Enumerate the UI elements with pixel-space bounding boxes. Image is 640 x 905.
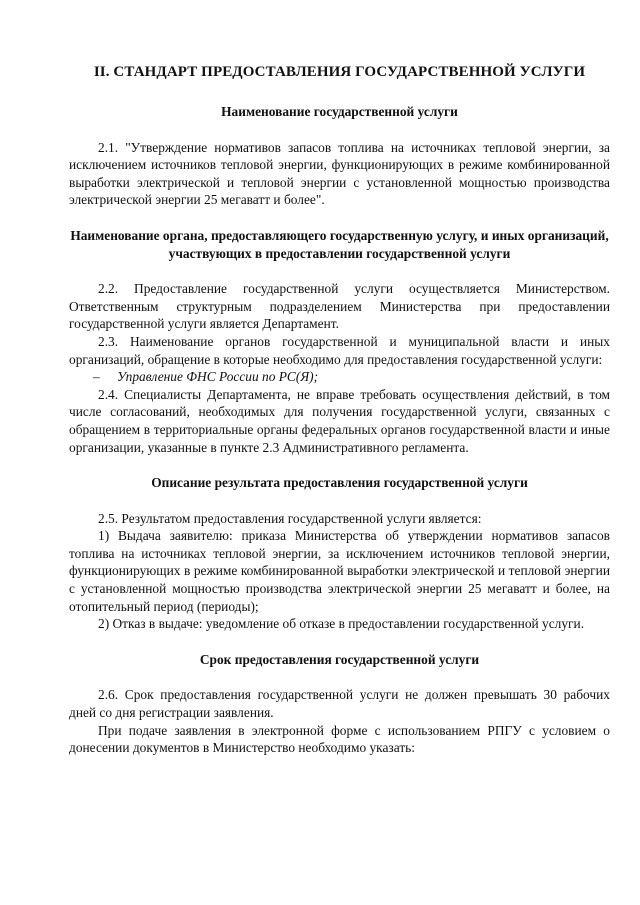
bullet-item	[69, 368, 610, 386]
paragraph-2-5: 2.5. Результатом предоставления государственной услуги является:	[98, 510, 482, 526]
heading-service-name: Наименование государственной услуги	[221, 104, 458, 119]
paragraph-2-4: 2.4. Специалисты Департамента, не вправе требовать осуществления действий, в том числе согласований, необходимых для получения государственной услуги, связанных с обращением в территориальные органы федеральных органов государственной власти и иные организации, указанные в пункте 2.3 Административного регламента.	[69, 386, 610, 455]
bullet-text: Управление ФНС России по РС(Я);	[117, 369, 319, 385]
heading-providing-organ: Наименование органа, предоставляющего государственную услугу, и иных организаций, участвующих в предоставлении государственной услуги	[70, 227, 609, 261]
bullet-dash: –	[93, 369, 100, 385]
paragraph-result-2: 2) Отказ в выдаче: уведомление об отказе в предоставлении государственной услуги.	[98, 616, 585, 632]
paragraph-2-2: 2.2. Предоставление государственной услуги осуществляется Министерством. Ответственным структурным подразделением Министерства при предоставлении государственной услуги является Департамент.	[69, 281, 610, 332]
paragraph-2-6: 2.6. Срок предоставления государственной услуги не должен превышать 30 рабочих дней со дня регистрации заявления.	[69, 687, 610, 721]
heading-service-term: Срок предоставления государственной услуги	[199, 651, 480, 667]
paragraph-2-3: 2.3. Наименование органов государственной и муниципальной власти и иных организаций, обращение в которые необходимо для предоставления государственной услуги:	[69, 333, 610, 367]
paragraph-result-1: 1) Выдача заявителю: приказа Министерства об утверждении нормативов запасов топлива на источниках тепловой энергии, за исключением источников тепловой энергии, функционирующих в режиме комбинированной выработки электрической и тепловой энергии с установленной мощностью производства электрической энергии 25 мегаватт и более, на отопительный период (периоды);	[69, 528, 610, 614]
heading-service-result: Описание результата предоставления государственной услуги	[151, 475, 528, 491]
paragraph-electronic-submission: При подаче заявления в электронной форме с использованием РПГУ с условием о донесении документов в Министерство необходимо указать:	[69, 722, 610, 756]
document-content	[69, 63, 610, 757]
paragraph-2-1: 2.1. "Утверждение нормативов запасов топлива на источниках тепловой энергии, за исключением источников тепловой энергии, функционирующих в режиме комбинированной выработки электрической и тепловой энергии с установленной мощностью производства электрической энергии 25 мегаватт и более".	[69, 139, 610, 208]
section-title: II. СТАНДАРТ ПРЕДОСТАВЛЕНИЯ ГОСУДАРСТВЕННОЙ УСЛУГИ	[93, 64, 586, 80]
